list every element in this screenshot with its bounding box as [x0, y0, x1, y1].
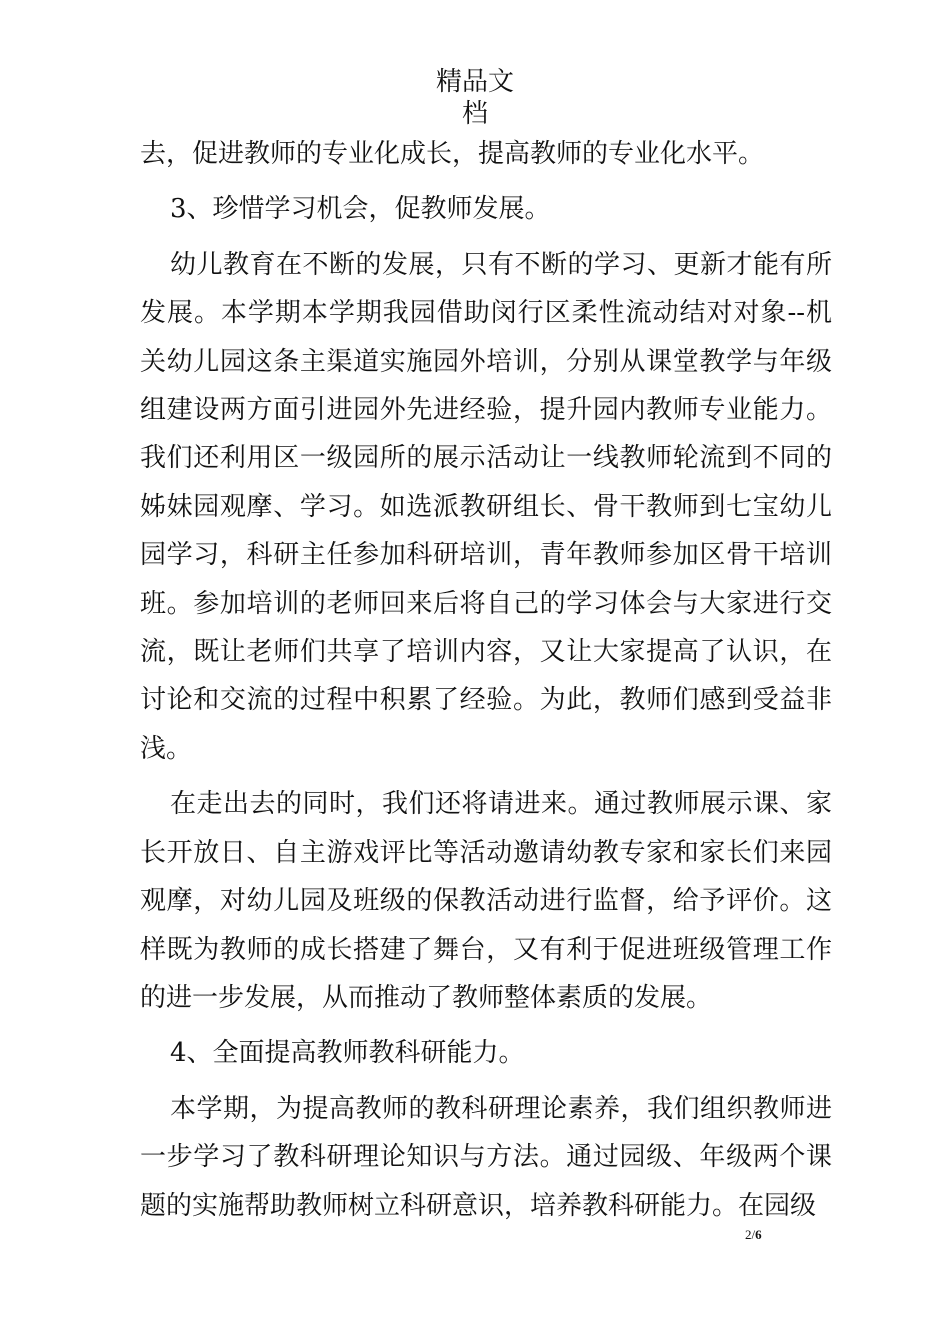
paragraph-invite: 在走出去的同时，我们还将请进来。通过教师展示课、家长开放日、自主游戏评比等活动邀请幼教专家和家长们来园观摩，对幼儿园及班级的保教活动进行监督，给予评价。这样既为教师的成长搭建了舞台，又有利于促进班级管理工作的进一步发展，从而推动了教师整体素质的发展。	[140, 789, 832, 1013]
page-current: 2/	[745, 1227, 756, 1242]
paragraph-continuation: 去，促进教师的专业化成长，提高教师的专业化水平。	[140, 139, 765, 169]
document-body	[140, 130, 832, 1237]
page-header	[0, 66, 950, 130]
page-number	[745, 1227, 762, 1243]
page-total: 6	[755, 1227, 762, 1242]
header-line-2: 档	[461, 99, 488, 129]
section-heading-4: 4、全面提高教师教科研能力。	[170, 1038, 525, 1069]
paragraph-training: 幼儿教育在不断的发展，只有不断的学习、更新才能有所发展。本学期本学期我园借助闵行区柔性流动结对对象--机关幼儿园这条主渠道实施园外培训，分别从课堂教学与年级组建设两方面引进园外先进经验，提升园内教师专业能力。我们还利用区一级园所的展示活动让一线教师轮流到不同的姊妹园观摩、学习。如选派教研组长、骨干教师到七宝幼儿园学习，科研主任参加科研培训，青年教师参加区骨干培训班。参加培训的老师回来后将自己的学习体会与大家进行交流，既让老师们共享了培训内容，又让大家提高了认识，在讨论和交流的过程中积累了经验。为此，教师们感到受益非浅。	[140, 249, 832, 764]
paragraph-research: 本学期，为提高教师的教科研理论素养，我们组织教师进一步学习了教科研理论知识与方法。通过园级、年级两个课题的实施帮助教师树立科研意识，培养教科研能力。在园级	[140, 1093, 832, 1221]
header-line-1: 精品文	[435, 67, 514, 97]
section-heading-3: 3、珍惜学习机会，促教师发展。	[170, 194, 551, 225]
